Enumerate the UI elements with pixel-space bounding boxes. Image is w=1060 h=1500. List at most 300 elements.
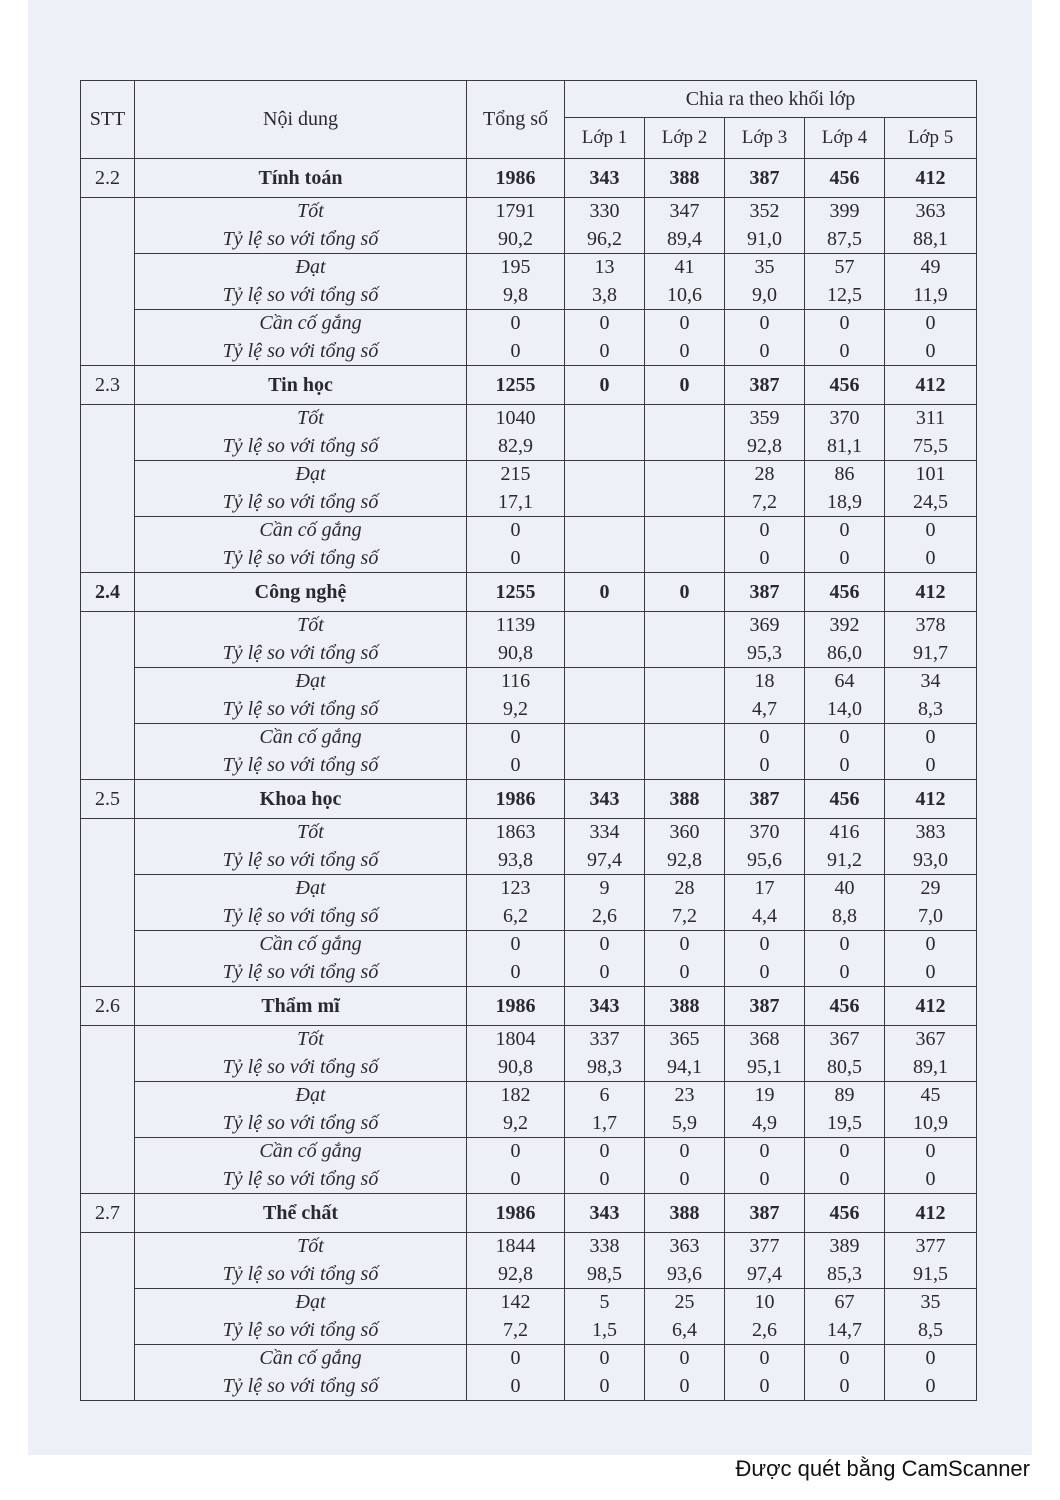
grade-2-value-cell [645, 1233, 725, 1289]
rate-value: 24,5 [913, 490, 949, 513]
header-grade-group: Chia ra theo khối lớp [565, 81, 977, 118]
rate-value: 85,3 [827, 1262, 862, 1285]
count-value: 19 [754, 1084, 775, 1106]
total-value-cell [467, 931, 565, 987]
count-value: 0 [510, 1140, 521, 1162]
grade-3-value-cell [725, 1345, 805, 1401]
grade-5-value-cell [885, 1289, 977, 1345]
count-value: 378 [915, 614, 946, 636]
rate-value [565, 640, 644, 668]
rate-value: 80,5 [827, 1055, 862, 1078]
rate-value: 0 [925, 1167, 936, 1190]
grade-5-value-cell [885, 405, 977, 461]
count-value: 370 [749, 821, 780, 843]
rate-value: 6,2 [503, 904, 528, 927]
grade-3-value-cell [725, 461, 805, 517]
result-label: Cần cố gắng [259, 726, 362, 748]
count-value: 1863 [495, 821, 536, 843]
rate-value: 0 [759, 339, 770, 362]
grade-1-value-cell [565, 198, 645, 254]
rate-value: 91,0 [747, 227, 782, 250]
grade-4-value-cell [805, 1026, 885, 1082]
rate-value [645, 489, 724, 517]
count-value: 0 [510, 933, 521, 955]
rate-value: 0 [759, 753, 770, 776]
result-label-cell [135, 254, 467, 310]
section-title: Khoa học [135, 780, 467, 819]
count-value [565, 668, 644, 696]
count-value: 49 [920, 256, 941, 278]
count-value: 101 [915, 463, 946, 485]
rate-label: Tỷ lệ so với tổng số [222, 753, 379, 776]
count-value: 347 [669, 200, 700, 222]
count-value: 0 [679, 1347, 690, 1369]
rate-value: 7,2 [752, 490, 777, 513]
header-grade-1: Lớp 1 [565, 118, 645, 159]
count-value: 215 [500, 463, 531, 485]
rate-label: Tỷ lệ so với tổng số [222, 227, 379, 250]
count-value: 0 [510, 726, 521, 748]
rate-value: 4,4 [752, 904, 777, 927]
rate-value: 92,8 [498, 1262, 533, 1285]
count-value: 0 [839, 312, 850, 334]
rate-value: 8,5 [918, 1318, 944, 1341]
section-number: 2.5 [81, 780, 135, 819]
rate-value: 9,8 [503, 283, 528, 306]
rate-value: 1,5 [592, 1318, 617, 1341]
empty-stt-cell [81, 1233, 135, 1401]
section-number: 2.3 [81, 366, 135, 405]
rate-value: 89,4 [667, 227, 702, 250]
grade-1-value-cell [565, 1233, 645, 1289]
rate-value: 2,6 [592, 904, 617, 927]
rate-value: 0 [839, 546, 850, 569]
rate-value: 0 [679, 1374, 690, 1397]
rate-label: Tỷ lệ so với tổng số [222, 1374, 379, 1397]
result-row [81, 1082, 977, 1138]
result-row [81, 1345, 977, 1401]
section-grade-3: 387 [725, 366, 805, 405]
result-label: Đạt [295, 256, 326, 278]
grade-4-value-cell [805, 875, 885, 931]
rate-value: 0 [839, 339, 850, 362]
grade-3-value-cell [725, 1138, 805, 1194]
count-value: 0 [599, 1347, 610, 1369]
rate-value: 19,5 [827, 1111, 862, 1134]
rate-value [645, 696, 724, 724]
grade-4-value-cell [805, 668, 885, 724]
section-grade-4: 456 [805, 780, 885, 819]
rate-value: 75,5 [913, 434, 949, 457]
count-value: 0 [839, 1347, 850, 1369]
rate-value [645, 640, 724, 668]
count-value [645, 724, 724, 752]
total-value-cell [467, 310, 565, 366]
grade-4-value-cell [805, 1233, 885, 1289]
result-row [81, 668, 977, 724]
grade-3-value-cell [725, 405, 805, 461]
rate-value: 9,0 [752, 283, 777, 306]
rate-label: Tỷ lệ so với tổng số [222, 283, 379, 306]
section-grade-5: 412 [885, 159, 977, 198]
grade-3-value-cell [725, 931, 805, 987]
section-total: 1986 [467, 1194, 565, 1233]
section-total: 1986 [467, 159, 565, 198]
result-label-cell [135, 931, 467, 987]
empty-stt-cell [81, 612, 135, 780]
total-value-cell [467, 517, 565, 573]
rate-value: 93,6 [667, 1262, 702, 1285]
grade-1-value-cell [565, 517, 645, 573]
grade-1-value-cell [565, 668, 645, 724]
grade-4-value-cell [805, 724, 885, 780]
count-value: 1139 [495, 614, 536, 636]
result-label: Cần cố gắng [259, 1347, 362, 1369]
rate-value: 87,5 [827, 227, 862, 250]
section-title: Thể chất [135, 1194, 467, 1233]
result-row [81, 819, 977, 875]
count-value: 182 [500, 1084, 531, 1106]
table-body [81, 159, 977, 1401]
rate-value: 12,5 [827, 283, 862, 306]
section-grade-3: 387 [725, 573, 805, 612]
count-value: 399 [829, 200, 860, 222]
count-value: 40 [834, 877, 855, 899]
rate-value: 91,7 [913, 641, 949, 664]
rate-value: 17,1 [498, 490, 533, 513]
count-value: 0 [839, 1140, 850, 1162]
rate-value: 0 [679, 1167, 690, 1190]
section-grade-5: 412 [885, 366, 977, 405]
rate-value: 97,4 [587, 848, 622, 871]
section-grade-2: 388 [645, 1194, 725, 1233]
count-value [565, 612, 644, 640]
rate-value: 4,9 [752, 1111, 777, 1134]
grade-2-value-cell [645, 1138, 725, 1194]
rate-value: 86,0 [827, 641, 862, 664]
count-value: 389 [829, 1235, 860, 1257]
rate-value: 9,2 [503, 697, 528, 720]
count-value: 0 [510, 1347, 521, 1369]
rate-label: Tỷ lệ so với tổng số [222, 1111, 379, 1134]
section-row [81, 780, 977, 819]
count-value: 116 [500, 670, 531, 692]
empty-stt-cell [81, 819, 135, 987]
rate-value: 11,9 [913, 283, 948, 306]
result-row [81, 1289, 977, 1345]
grade-3-value-cell [725, 1026, 805, 1082]
total-value-cell [467, 1345, 565, 1401]
rate-value: 0 [839, 960, 850, 983]
rate-value: 0 [759, 546, 770, 569]
header-grade-3: Lớp 3 [725, 118, 805, 159]
grade-1-value-cell [565, 1082, 645, 1138]
result-label: Tốt [297, 1028, 324, 1050]
count-value: 365 [669, 1028, 700, 1050]
total-value-cell [467, 1026, 565, 1082]
rate-value: 0 [839, 1167, 850, 1190]
grade-5-value-cell [885, 875, 977, 931]
grade-5-value-cell [885, 612, 977, 668]
count-value: 0 [599, 1140, 610, 1162]
rate-label: Tỷ lệ so với tổng số [222, 641, 379, 664]
header-grade-4: Lớp 4 [805, 118, 885, 159]
rate-value: 92,8 [747, 434, 782, 457]
rate-value: 95,6 [747, 848, 782, 871]
rate-value: 93,0 [913, 848, 949, 871]
rate-value: 0 [925, 1374, 936, 1397]
result-label: Đạt [295, 877, 326, 899]
grade-3-value-cell [725, 612, 805, 668]
count-value: 57 [834, 256, 855, 278]
section-grade-5: 412 [885, 780, 977, 819]
grade-4-value-cell [805, 819, 885, 875]
rate-value [565, 752, 644, 780]
header-grade-5: Lớp 5 [885, 118, 977, 159]
rate-value [565, 433, 644, 461]
grade-2-value-cell [645, 612, 725, 668]
count-value: 0 [839, 726, 850, 748]
section-grade-1: 0 [565, 366, 645, 405]
section-grade-2: 0 [645, 366, 725, 405]
grade-1-value-cell [565, 254, 645, 310]
rate-value: 14,7 [827, 1318, 862, 1341]
count-value: 35 [920, 1291, 941, 1313]
count-value: 0 [925, 519, 936, 541]
camscanner-footer: Được quét bằng CamScanner [735, 1456, 1030, 1481]
grade-1-value-cell [565, 461, 645, 517]
count-value: 67 [834, 1291, 855, 1313]
rate-value: 0 [759, 1374, 770, 1397]
section-grade-2: 388 [645, 987, 725, 1026]
count-value: 363 [915, 200, 946, 222]
rate-label: Tỷ lệ so với tổng số [222, 1167, 379, 1190]
total-value-cell [467, 461, 565, 517]
count-value: 369 [749, 614, 780, 636]
section-grade-1: 343 [565, 159, 645, 198]
grade-4-value-cell [805, 405, 885, 461]
grade-2-value-cell [645, 1026, 725, 1082]
result-label-cell [135, 612, 467, 668]
grade-5-value-cell [885, 461, 977, 517]
result-label: Tốt [297, 614, 324, 636]
result-row [81, 254, 977, 310]
count-value: 0 [599, 933, 610, 955]
result-row [81, 310, 977, 366]
count-value: 0 [759, 312, 770, 334]
grade-2-value-cell [645, 668, 725, 724]
header-stt: STT [81, 81, 135, 159]
rate-value: 88,1 [913, 227, 949, 250]
grade-1-value-cell [565, 875, 645, 931]
count-value: 416 [829, 821, 860, 843]
result-row [81, 875, 977, 931]
count-value: 0 [925, 726, 936, 748]
section-row [81, 366, 977, 405]
count-value: 41 [674, 256, 695, 278]
count-value: 363 [669, 1235, 700, 1257]
header-grade-2: Lớp 2 [645, 118, 725, 159]
grade-2-value-cell [645, 310, 725, 366]
count-value: 0 [759, 933, 770, 955]
grade-1-value-cell [565, 1138, 645, 1194]
grade-5-value-cell [885, 1345, 977, 1401]
grade-2-value-cell [645, 254, 725, 310]
count-value: 64 [834, 670, 855, 692]
count-value [565, 517, 644, 545]
rate-value: 90,8 [498, 641, 533, 664]
rate-value: 0 [839, 753, 850, 776]
grade-1-value-cell [565, 819, 645, 875]
rate-value: 10,9 [913, 1111, 949, 1134]
grade-5-value-cell [885, 819, 977, 875]
count-value: 377 [749, 1235, 780, 1257]
rate-value: 90,8 [498, 1055, 533, 1078]
count-value: 13 [594, 256, 615, 278]
result-label: Tốt [297, 1235, 324, 1257]
count-value: 334 [589, 821, 620, 843]
rate-label: Tỷ lệ so với tổng số [222, 339, 379, 362]
rate-value: 0 [925, 960, 936, 983]
total-value-cell [467, 668, 565, 724]
count-value: 9 [599, 877, 610, 899]
count-value: 28 [674, 877, 695, 899]
result-label-cell [135, 517, 467, 573]
section-title: Tính toán [135, 159, 467, 198]
count-value [645, 668, 724, 696]
grade-1-value-cell [565, 1345, 645, 1401]
count-value: 195 [500, 256, 531, 278]
grade-3-value-cell [725, 1289, 805, 1345]
rate-value: 0 [839, 1374, 850, 1397]
count-value: 89 [834, 1084, 855, 1106]
grade-1-value-cell [565, 931, 645, 987]
grade-5-value-cell [885, 724, 977, 780]
section-title: Thẩm mĩ [135, 987, 467, 1026]
result-label: Đạt [295, 670, 326, 692]
rate-value: 0 [759, 1167, 770, 1190]
grade-4-value-cell [805, 517, 885, 573]
grade-4-value-cell [805, 612, 885, 668]
grade-5-value-cell [885, 1138, 977, 1194]
result-label: Đạt [295, 463, 326, 485]
count-value [565, 461, 644, 489]
grade-3-value-cell [725, 254, 805, 310]
grade-5-value-cell [885, 1082, 977, 1138]
result-label: Tốt [297, 821, 324, 843]
grade-2-value-cell [645, 1289, 725, 1345]
section-grade-2: 388 [645, 780, 725, 819]
grade-2-value-cell [645, 724, 725, 780]
grade-1-value-cell [565, 612, 645, 668]
rate-value [565, 489, 644, 517]
header-content: Nội dung [135, 81, 467, 159]
grade-2-value-cell [645, 875, 725, 931]
grade-3-value-cell [725, 1233, 805, 1289]
rate-value: 7,2 [503, 1318, 528, 1341]
total-value-cell [467, 1138, 565, 1194]
empty-stt-cell [81, 1026, 135, 1194]
count-value: 1804 [495, 1028, 536, 1050]
result-row [81, 405, 977, 461]
count-value: 28 [754, 463, 775, 485]
section-grade-4: 456 [805, 573, 885, 612]
count-value: 330 [589, 200, 620, 222]
grade-3-value-cell [725, 1082, 805, 1138]
count-value [645, 461, 724, 489]
rate-value: 0 [510, 960, 521, 983]
count-value: 0 [925, 1140, 936, 1162]
section-grade-5: 412 [885, 987, 977, 1026]
result-label: Đạt [295, 1084, 326, 1106]
count-value: 0 [510, 519, 521, 541]
rate-value: 0 [510, 753, 521, 776]
count-value: 0 [510, 312, 521, 334]
grade-3-value-cell [725, 310, 805, 366]
total-value-cell [467, 875, 565, 931]
rate-value: 7,2 [672, 904, 697, 927]
rate-value [645, 545, 724, 573]
grade-1-value-cell [565, 405, 645, 461]
result-label-cell [135, 1026, 467, 1082]
result-row [81, 461, 977, 517]
section-grade-1: 0 [565, 573, 645, 612]
rate-value: 89,1 [913, 1055, 949, 1078]
grade-4-value-cell [805, 254, 885, 310]
count-value: 367 [915, 1028, 946, 1050]
rate-value: 0 [925, 339, 936, 362]
result-row [81, 1233, 977, 1289]
rate-value: 8,8 [832, 904, 857, 927]
section-title: Công nghệ [135, 573, 467, 612]
rate-value [645, 752, 724, 780]
grade-4-value-cell [805, 1138, 885, 1194]
result-label-cell [135, 310, 467, 366]
rate-value: 10,6 [667, 283, 702, 306]
rate-value: 0 [510, 1167, 521, 1190]
section-number: 2.6 [81, 987, 135, 1026]
rate-value: 0 [679, 960, 690, 983]
rate-value: 7,0 [918, 904, 944, 927]
empty-stt-cell [81, 198, 135, 366]
rate-value: 91,5 [913, 1262, 949, 1285]
result-label: Cần cố gắng [259, 933, 362, 955]
result-label-cell [135, 668, 467, 724]
grade-5-value-cell [885, 254, 977, 310]
rate-label: Tỷ lệ so với tổng số [222, 1262, 379, 1285]
total-value-cell [467, 1289, 565, 1345]
result-label-cell [135, 1082, 467, 1138]
result-label-cell [135, 819, 467, 875]
count-value: 0 [759, 726, 770, 748]
count-value: 0 [925, 312, 936, 334]
result-label-cell [135, 1138, 467, 1194]
result-row [81, 1138, 977, 1194]
rate-value: 14,0 [827, 697, 862, 720]
rate-value: 82,9 [498, 434, 533, 457]
grade-2-value-cell [645, 931, 725, 987]
grade-5-value-cell [885, 517, 977, 573]
section-total: 1255 [467, 573, 565, 612]
rate-label: Tỷ lệ so với tổng số [222, 697, 379, 720]
rate-value: 0 [599, 960, 610, 983]
count-value: 352 [749, 200, 780, 222]
grade-5-value-cell [885, 1233, 977, 1289]
count-value: 337 [589, 1028, 620, 1050]
section-total: 1986 [467, 987, 565, 1026]
grade-2-value-cell [645, 1345, 725, 1401]
rate-label: Tỷ lệ so với tổng số [222, 848, 379, 871]
